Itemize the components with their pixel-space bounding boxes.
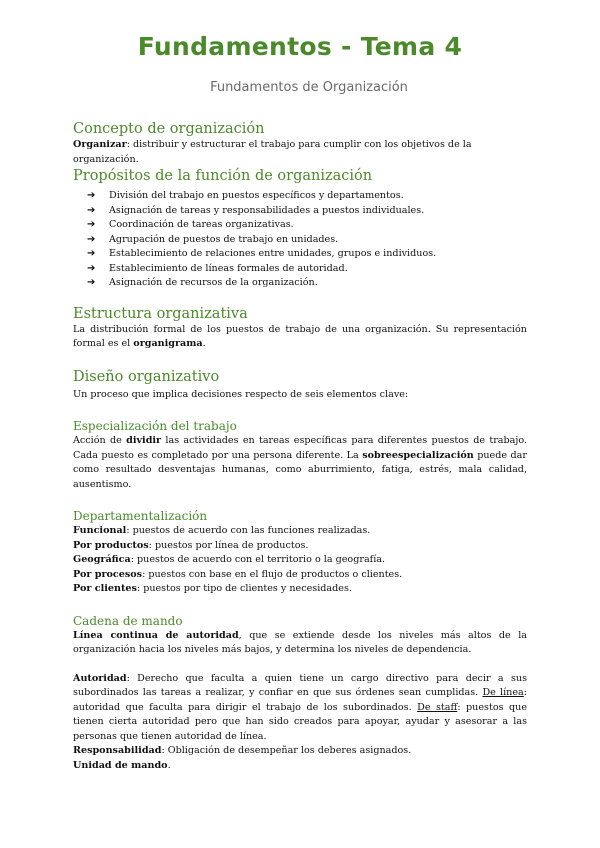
concepto-paragraph <box>73 138 527 167</box>
heading-cadena: Cadena de mando <box>73 613 183 628</box>
heading-estructura: Estructura organizativa <box>73 305 248 322</box>
concepto-text: : distribuir y estructurar el trabajo para cumplir con los objetivos de la organización. <box>73 139 472 165</box>
term-unidad-de-mando: Unidad de mando <box>73 759 168 771</box>
list-item-text: Coordinación de tareas organizativas. <box>109 219 294 230</box>
list-item <box>87 233 527 248</box>
cadena-paragraph-1 <box>73 629 527 658</box>
cadena-paragraph-3 <box>73 744 527 759</box>
heading-concepto: Concepto de organización <box>73 121 265 137</box>
heading-propositos: Propósitos de la función de organización <box>73 168 373 184</box>
dept-text: : puestos con base en el flujo de productos o clientes. <box>142 568 403 580</box>
dept-text: : puestos por tipo de clientes y necesidades. <box>136 583 352 594</box>
text-run: . <box>167 759 171 771</box>
term-autoridad: Autoridad <box>73 672 127 684</box>
list-item <box>87 247 527 262</box>
dept-item <box>73 582 527 597</box>
arrow-icon: ➔ <box>87 219 96 230</box>
list-item-text: Agrupación de puestos de trabajo en unidades. <box>109 233 339 245</box>
heading-departamentalizacion: Departamentalización <box>73 509 208 523</box>
term-de-linea: De línea <box>482 687 524 698</box>
text-run: : Obligación de desempeñar los deberes asignados. <box>161 745 412 756</box>
arrow-icon: ➔ <box>87 262 96 274</box>
term-dividir: dividir <box>126 435 162 446</box>
propositos-list <box>73 189 527 291</box>
dept-term: Por procesos <box>73 568 143 580</box>
document-body <box>73 120 527 773</box>
arrow-icon: ➔ <box>87 190 96 201</box>
list-item <box>87 189 527 204</box>
dept-term: Geográfica <box>73 554 131 565</box>
dept-text: : puestos de acuerdo con las funciones realizadas. <box>126 525 371 536</box>
list-item <box>87 218 527 233</box>
list-item <box>87 204 527 219</box>
text-run: : autoridad que faculta para dirigir el trabajo de los subordinados. <box>73 687 527 713</box>
dept-term: Por clientes <box>73 583 137 594</box>
list-item <box>87 262 527 277</box>
diseno-paragraph: Un proceso que implica decisiones respecto de seis elementos clave: <box>73 388 409 400</box>
list-item <box>87 276 527 291</box>
term-responsabilidad: Responsabilidad <box>73 745 162 756</box>
term-de-staff: De staff <box>417 701 458 713</box>
list-item-text: Asignación de tareas y responsabilidades a puestos individuales. <box>109 204 425 216</box>
heading-especializacion: Especialización del trabajo <box>73 419 237 433</box>
list-item-text: Establecimiento de líneas formales de autoridad. <box>109 262 348 274</box>
especializacion-paragraph <box>73 434 527 492</box>
term-organizar: Organizar <box>73 139 127 150</box>
dept-text: : puestos de acuerdo con el territorio o la geografía. <box>130 554 386 565</box>
term-sobreespecializacion: sobreespecialización <box>362 449 474 461</box>
text-run: , que se extiende desde los niveles más altos de la organización hacia los niveles más bajos, y determina los niveles de dependencia. <box>73 629 527 655</box>
arrow-icon: ➔ <box>87 248 96 259</box>
cadena-paragraph-2 <box>73 672 527 745</box>
heading-diseno: Diseño organizativo <box>73 368 220 385</box>
text-run: puede dar como resultado desventajas humanas, como aburrimiento, fatiga, estrés, mala calidad, ausentismo. <box>73 449 527 490</box>
dept-term: Por productos <box>73 539 149 551</box>
dept-item <box>73 524 527 539</box>
dept-item <box>73 539 527 554</box>
document-subtitle: Fundamentos de Organización <box>210 80 408 95</box>
term-linea-continua: Línea continua de autoridad <box>73 629 239 641</box>
arrow-icon: ➔ <box>87 277 96 288</box>
text-run: Acción de <box>73 435 127 446</box>
dept-item <box>73 553 527 568</box>
term-organigrama: organigrama <box>133 338 203 349</box>
arrow-icon: ➔ <box>87 233 96 245</box>
arrow-icon: ➔ <box>87 204 96 216</box>
estructura-text: La distribución formal de los puestos de trabajo de una organización. Su representación formal es el <box>73 323 527 349</box>
dept-text: : puestos por línea de productos. <box>148 539 309 551</box>
list-item-text: Asignación de recursos de la organización. <box>109 277 318 288</box>
text-run: : Derecho que faculta a quien tiene un cargo directivo para decir a sus subordinados las tareas a realizar, y confiar en que sus órdenes sean cumplidas. <box>73 672 527 698</box>
estructura-paragraph <box>73 323 527 352</box>
dept-term: Funcional <box>73 525 127 536</box>
text-run: las actividades en tareas específicas para diferentes puestos de trabajo. Cada puesto es completado por una persona diferente. La <box>73 435 527 461</box>
estructura-end: . <box>202 338 206 349</box>
list-item-text: Establecimiento de relaciones entre unidades, grupos e individuos. <box>109 248 437 259</box>
document-title: Fundamentos - Tema 4 <box>137 32 463 61</box>
list-item-text: División del trabajo en puestos específicos y departamentos. <box>109 190 404 201</box>
text-run: : puestos que tienen cierta autoridad pero que han sido creados para apoyar, ayudar y asesorar a las personas que tienen autoridad de línea. <box>73 701 528 742</box>
dept-item <box>73 568 527 583</box>
cadena-paragraph-4 <box>73 759 527 774</box>
